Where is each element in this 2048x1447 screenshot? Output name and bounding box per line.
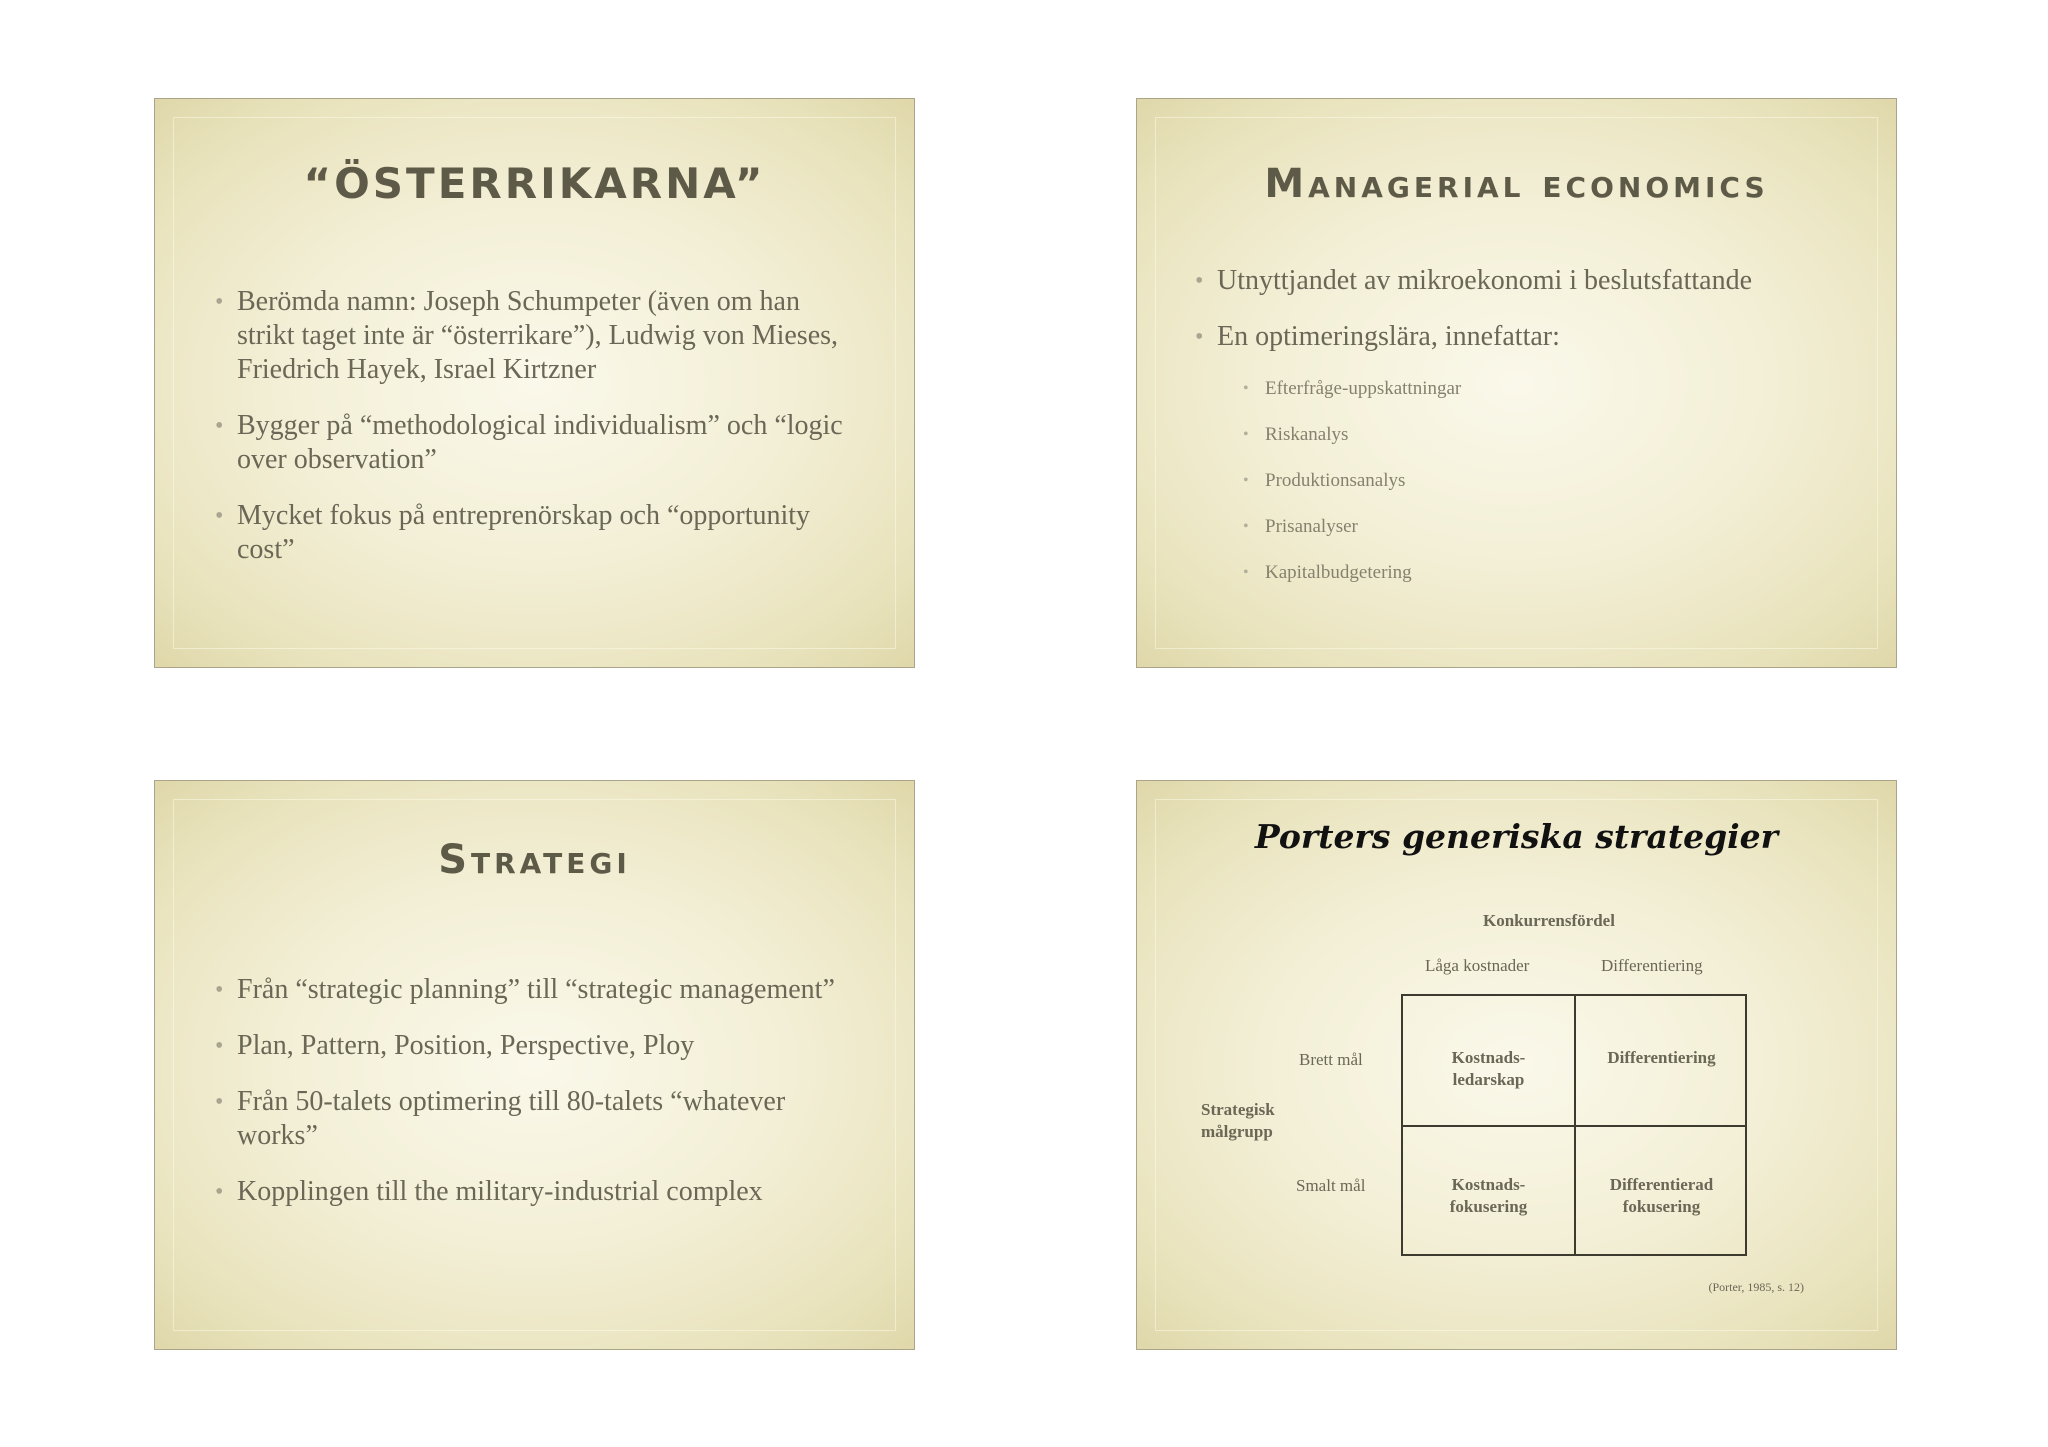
sub-bullet-item: • Riskanalys xyxy=(1243,423,1461,447)
row-label-broad: Brett mål xyxy=(1299,1050,1363,1069)
strategy-matrix xyxy=(1401,994,1747,1256)
column-header: Konkurrensfördel xyxy=(1483,911,1615,930)
slide-title: Porters generiska strategier xyxy=(1254,817,1779,856)
sub-bullet-item: • Efterfråge-uppskattningar xyxy=(1243,377,1461,401)
sub-bullet-item: • Produktionsanalys xyxy=(1243,469,1461,493)
sub-bullet-list xyxy=(1243,377,1461,607)
bullet-list xyxy=(215,285,855,567)
row-header: Strategisk målgrupp xyxy=(1201,1100,1275,1141)
slide-porter-strategies xyxy=(1136,780,1897,1350)
slide-managerial-economics xyxy=(1136,98,1897,668)
slide-title: “ÖSTERRIKARNA” xyxy=(303,159,766,208)
slide-strategi xyxy=(154,780,915,1350)
bullet-list xyxy=(215,973,855,1209)
column-label-differentiation: Differentiering xyxy=(1601,956,1703,975)
cell-differentiation: Differentiering xyxy=(1607,1048,1716,1067)
cell-differentiation-focus: Differentierad fokusering xyxy=(1609,1175,1714,1216)
bullet-item: • En optimeringslära, innefattar: xyxy=(1195,320,1855,354)
bullet-item: • Från 50-talets optimering till 80-talets “whatever works” xyxy=(215,1085,855,1153)
slide-title: Managerial economics xyxy=(1264,161,1769,207)
cell-cost-leadership: Kostnads- ledarskap xyxy=(1451,1048,1526,1089)
sub-bullet-item: • Prisanalyser xyxy=(1243,515,1461,539)
column-label-low-cost: Låga kostnader xyxy=(1425,956,1530,975)
bullet-item: • Kopplingen till the military-industrial complex xyxy=(215,1175,855,1209)
bullet-item: • Berömda namn: Joseph Schumpeter (även om han strikt taget inte är “österrikare”), Ludwig von Mieses, Friedrich Hayek, Israel Kirtzner xyxy=(215,285,855,387)
bullet-item: • Plan, Pattern, Position, Perspective, Ploy xyxy=(215,1029,855,1063)
slide-title: Strategi xyxy=(438,837,631,883)
slide-osterrikarna xyxy=(154,98,915,668)
citation: (Porter, 1985, s. 12) xyxy=(1708,1280,1804,1294)
bullet-item: • Mycket fokus på entreprenörskap och “opportunity cost” xyxy=(215,499,855,567)
bullet-list xyxy=(1195,264,1855,354)
cell-cost-focus: Kostnads- fokusering xyxy=(1449,1175,1528,1216)
bullet-item: • Utnyttjandet av mikroekonomi i beslutsfattande xyxy=(1195,264,1855,298)
bullet-item: • Bygger på “methodological individualism” och “logic over observation” xyxy=(215,409,855,477)
sub-bullet-item: • Kapitalbudgetering xyxy=(1243,561,1461,585)
bullet-item: • Från “strategic planning” till “strategic management” xyxy=(215,973,855,1007)
matrix-divider xyxy=(1403,1125,1745,1127)
row-label-narrow: Smalt mål xyxy=(1296,1176,1366,1195)
